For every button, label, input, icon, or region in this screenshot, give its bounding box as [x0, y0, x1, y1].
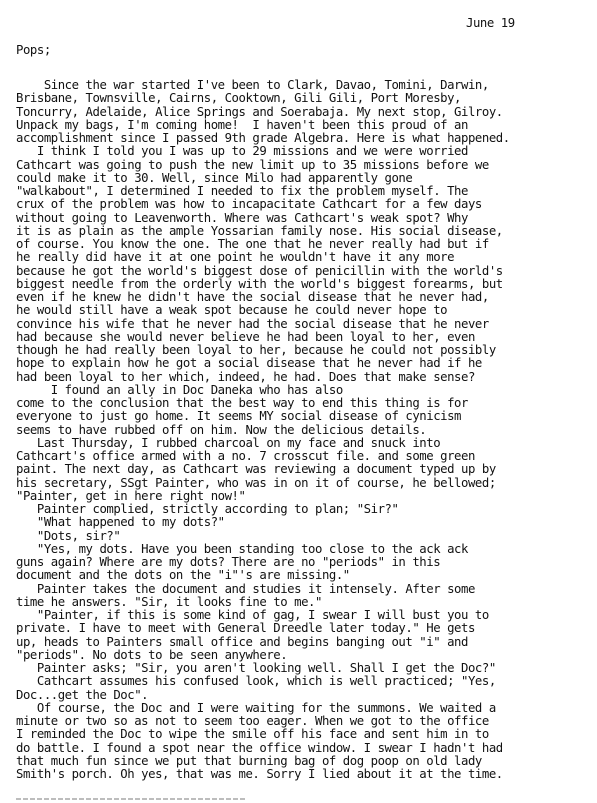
letter-line: Since the war started I've been to Clark, Davao, Tomini, Darwin,	[16, 78, 489, 92]
letter-line: Cathcart assumes his confused look, which is well practiced; "Yes,	[16, 674, 496, 689]
letter-line: hope to explain how he got a social disease that he never had if he	[16, 356, 482, 371]
letter-line: that much fun since we put that burning bag of dog poop on old lady	[16, 753, 482, 768]
letter-line: he would still have a weak spot because he could never hope to	[16, 303, 448, 318]
letter-line: had because she would never believe he had been loyal to her, even	[16, 329, 475, 344]
letter-line: "Dots, sir?"	[16, 528, 121, 543]
letter-line: private. I have to meet with General Dreedle later today." He gets	[16, 621, 475, 636]
letter-line: everyone to just go home. It seems MY social disease of cynicism	[16, 409, 462, 424]
letter-line: minute or two so as not to seem too eager. When we got to the office	[16, 714, 489, 728]
letter-line: Smith's porch. Oh yes, that was me. Sorry I lied about it at the time.	[16, 767, 503, 781]
letter-line: I found an ally in Doc Daneka who has also	[16, 382, 343, 397]
letter-line: crux of the problem was how to incapacitate Cathcart for a few days	[16, 197, 482, 212]
letter-line: Toncurry, Adelaide, Alice Springs and Soerabaja. My next stop, Gilroy.	[16, 104, 503, 119]
letter-line: "Yes, my dots. Have you been standing too close to the ack ack	[16, 541, 468, 556]
letter-line: time he answers. "Sir, it looks fine to me."	[16, 594, 322, 609]
letter-line: Unpack my bags, I'm coming home! I haven't been this proud of an	[16, 117, 468, 132]
letter-line: it is as plain as the ample Yossarian family nose. His social disease,	[16, 223, 503, 238]
letter-line: Brisbane, Townsville, Cairns, Cooktown, Gili Gili, Port Moresby,	[16, 91, 462, 106]
letter-line: "walkabout", I determined I needed to fix the problem myself. The	[16, 184, 468, 198]
letter-line: convince his wife that he never had the social disease that he never	[16, 316, 489, 331]
letter-body	[16, 79, 596, 781]
letter-line: without going to Leavenworth. Where was Cathcart's weak spot? Why	[16, 210, 468, 225]
letter-line: accomplishment since I passed 9th grade Algebra. Here is what happened.	[16, 131, 510, 145]
letter-line: I think I told you I was up to 29 missions and we were worried	[16, 144, 468, 159]
letter-line: Cathcart was going to push the new limit up to 35 missions before we	[16, 157, 489, 172]
letter-line: come to the conclusion that the best way to end this thing is for	[16, 396, 468, 410]
letter-line: guns again? Where are my dots? There are no "periods" in this	[16, 555, 441, 569]
letter-line: he really did have it at one point he wouldn't have it any more	[16, 250, 455, 265]
letter-line: "periods". No dots to be seen anywhere.	[16, 647, 288, 662]
letter-line: paint. The next day, as Cathcart was reviewing a document typed up by	[16, 462, 496, 477]
letter-line: of course. You know the one. The one that he never really had but if	[16, 237, 489, 251]
letter-line: Painter takes the document and studies it intensely. After some	[16, 581, 475, 596]
letter-line: had been loyal to her which, indeed, he had. Does that make sense?	[16, 369, 475, 384]
letter-line: Painter asks; "Sir, you aren't looking well. Shall I get the Doc?"	[16, 661, 496, 675]
letter-line: "Painter, get in here right now!"	[16, 488, 246, 503]
letter-line: Doc...get the Doc".	[16, 687, 149, 702]
letter-salutation: Pops;	[16, 43, 51, 57]
letter-line: document and the dots on the "i"'s are missing."	[16, 568, 350, 583]
letter-line: "What happened to my dots?"	[16, 515, 225, 530]
letter-line: I reminded the Doc to wipe the smile off his face and sent him in to	[16, 727, 489, 742]
letter-line: his secretary, SSgt Painter, who was in on it of course, he bellowed;	[16, 475, 496, 490]
letter-line: Last Thursday, I rubbed charcoal on my face and snuck into	[16, 435, 441, 450]
letter-line: Of course, the Doc and I were waiting for the summons. We waited a	[16, 700, 496, 715]
letter-line: Cathcart's office armed with a no. 7 crosscut file. and some green	[16, 449, 475, 463]
letter-line: Painter complied, strictly according to plan; "Sir?"	[16, 502, 399, 516]
letter-line: could make it to 30. Well, since Milo had apparently gone	[16, 170, 413, 185]
letter-line: up, heads to Painters small office and begins banging out "i" and	[16, 634, 468, 649]
letter-line: do battle. I found a spot near the office window. I swear I hadn't had	[16, 740, 503, 755]
letter-line: because he got the world's biggest dose of penicillin with the world's	[16, 263, 503, 278]
letter-line: "Painter, if this is some kind of gag, I swear I will bust you to	[16, 608, 489, 622]
letter-line: seems to have rubbed off on him. Now the delicious details.	[16, 422, 427, 437]
letter-line: biggest needle from the orderly with the world's biggest forearms, but	[16, 276, 503, 291]
page-bottom-divider	[16, 798, 246, 800]
letter-line: even if he knew he didn't have the social disease that he never had,	[16, 290, 489, 304]
letter-date: June 19	[466, 16, 515, 30]
letter-line: though he had really been loyal to her, because he could not possibly	[16, 343, 496, 357]
